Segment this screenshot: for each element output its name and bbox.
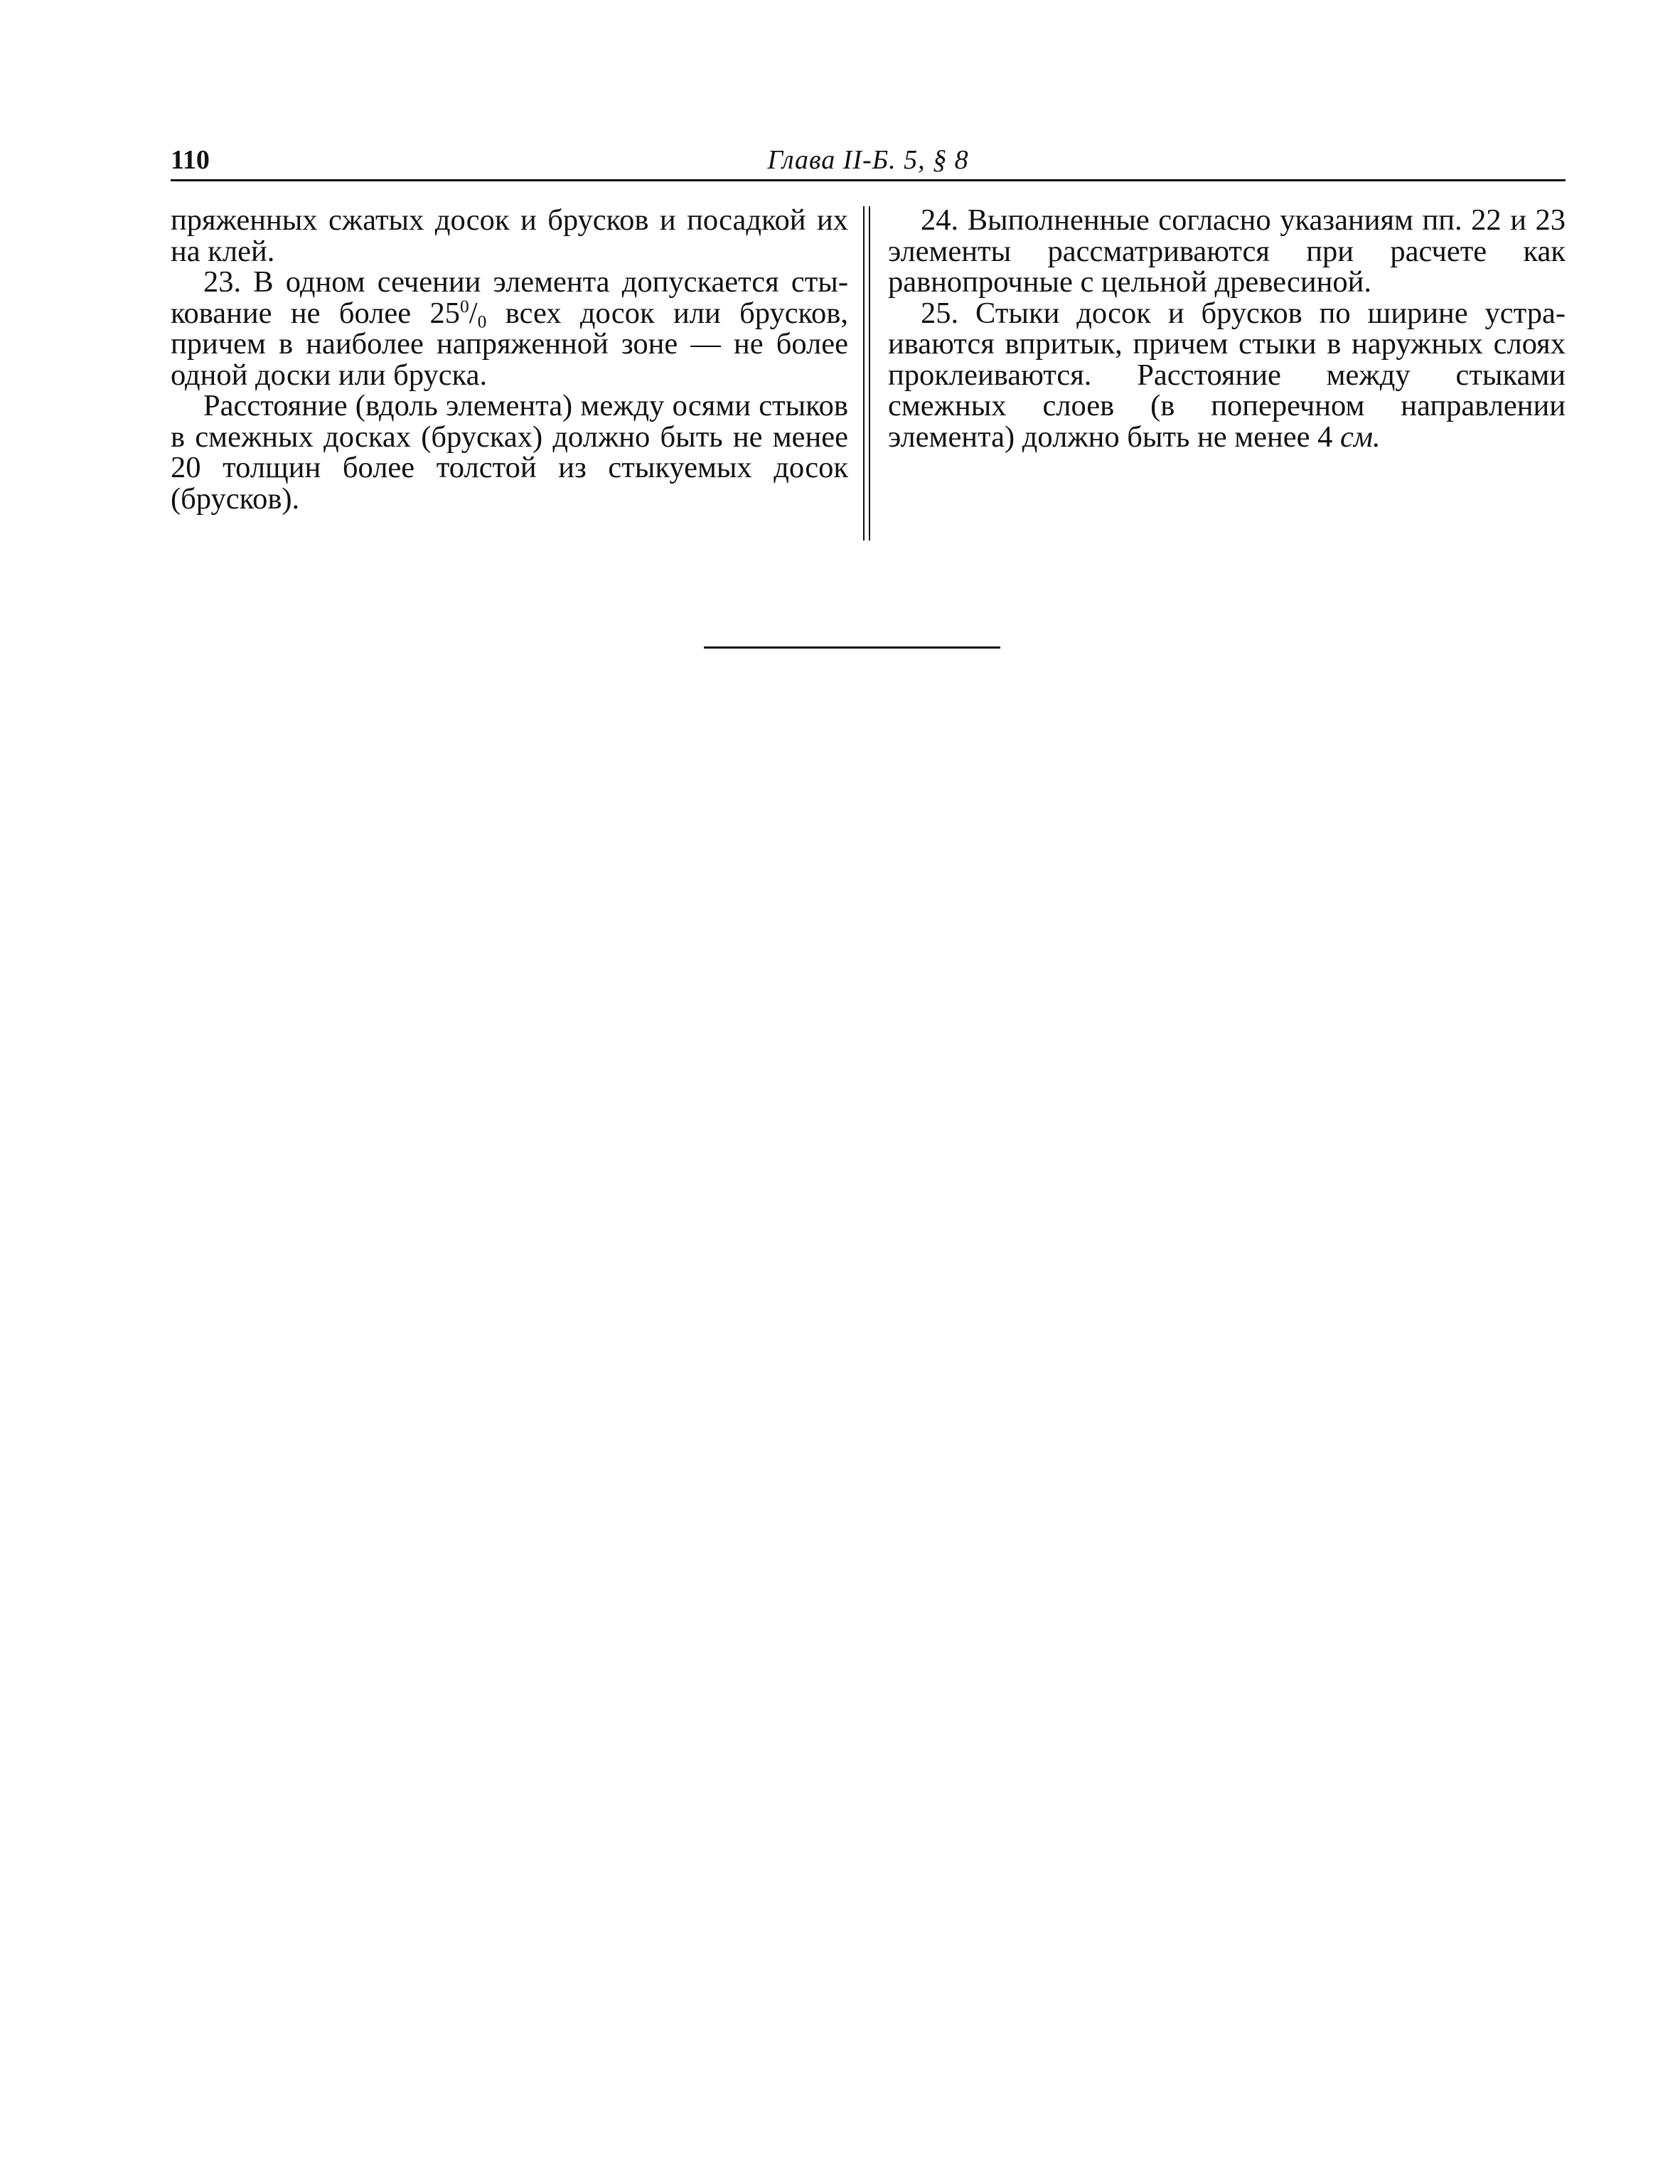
- percent-sign-slash: /: [469, 296, 478, 330]
- paragraph-24: 24. Выполненные согласно указаниям пп. 22 и 23 элементы рассматриваются при расчете как равнопрочные с цельной древесиной.: [888, 203, 1566, 299]
- paragraph-distance: Расстояние (вдоль элемента) между осями стыков в смежных досках (брусках) должно быть не менее 20 толщин более толстой из стыкуемых досок (брусков).: [171, 389, 848, 516]
- percent-sign-upper: 0: [460, 295, 469, 316]
- right-column: [888, 205, 1566, 452]
- left-column: [171, 205, 848, 514]
- column-divider: [863, 206, 870, 540]
- header-rule: [171, 179, 1566, 181]
- paragraph-23-text-a: 23. В одном сечении элемента допускается стыкование не более 25: [171, 265, 848, 330]
- section-end-rule: [704, 646, 1000, 649]
- paragraph-25-text: 25. Стыки досок и брусков по ширине устраиваются впритык, причем стыки в наружных слоях проклеиваются. Расстояние между стыками смежных слоев (в поперечном направлении элемента) должно быть не менее 4: [888, 296, 1566, 454]
- unit-cm: см.: [1340, 420, 1381, 454]
- percent-sign-lower: 0: [477, 310, 487, 331]
- paragraph-23: [171, 267, 848, 390]
- page-number: 110: [171, 145, 210, 175]
- paragraph-continuation: пряженных сжатых досок и брусков и посадкой их на клей.: [171, 203, 848, 268]
- page-header: [171, 142, 1566, 178]
- running-title: Глава II-Б. 5, § 8: [767, 145, 969, 175]
- paragraph-23-text-b: всех досок или брусков, причем в наиболее напряженной зоне — не более одной доски или бруска.: [171, 296, 848, 392]
- paragraph-25: [888, 298, 1566, 453]
